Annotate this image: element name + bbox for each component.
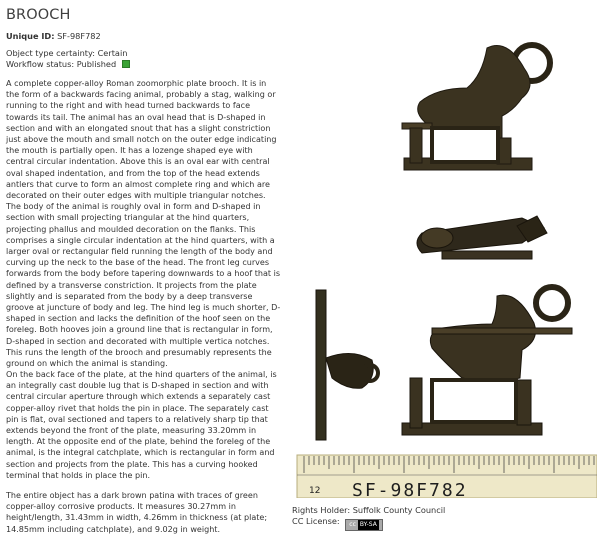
cc-badge-right: BY-SA	[359, 521, 377, 528]
certainty-label: Object type certainty:	[6, 48, 95, 58]
page-title: BROOCH	[6, 7, 71, 23]
rights-holder-value: Suffolk County Council	[352, 505, 446, 515]
cc-badge-left: cc	[349, 521, 356, 528]
scale-number: 12	[309, 486, 321, 496]
description-paragraph-2: On the back face of the plate, at the hind quarters of the animal, is an integrally cast double lug that is D-shaped in section and with central circular aperture through which extends a separately cast copper-alloy rivet that holds the pin in place. The separately cast pin is flat, oval sectioned and tapers to a relatively sharp tip that extends beyond the front of the plate, measuring 33.20mm in length. At the opposite end of the plate, behind the foreleg of the animal, is the integral catchplate, which is rectangular in form and section and projects from the plate. This has a curving hooked terminal that holds in place the pin.	[6, 370, 277, 480]
cc-license-row	[292, 516, 445, 531]
workflow-label: Workflow status:	[6, 59, 75, 69]
cc-license-label: CC License:	[292, 516, 340, 526]
workflow-value: Published	[76, 59, 117, 69]
unique-id-value: SF-98F782	[57, 31, 101, 41]
rights-holder-label: Rights Holder:	[292, 505, 351, 515]
unique-id-label: Unique ID:	[6, 31, 55, 41]
workflow-row	[6, 59, 130, 70]
certainty-row	[6, 48, 127, 59]
certainty-value: Certain	[97, 48, 128, 58]
brooch-photographs[interactable]	[292, 28, 597, 501]
published-flag-icon	[122, 60, 130, 68]
description-paragraph-1: A complete copper-alloy Roman zoomorphic plate brooch. It is in the form of a backwards facing animal, probably a stag, walking or running to the right and with head turned backwards to face towards its tail. The animal has an oval head that is D-shaped in section and with an elongated snout that has a slight constriction just above the mouth and small notch on the outer edge indicating the mouth is partially open. It has a lozenge shaped eye with central circular indentation. Above this is an oval ear with central oval shaped indentation, and from the top of the head extends antlers that curve to form an almost complete ring and which are decorated on their outer edges with multiple triangular notches. The body of the animal is roughly oval in form and D-shaped in section with small projecting triangular at the hind quarters, projecting phallus and moulded decoration on the flanks. This comprises a single circular indentation at the hind quarters, with a larger oval or rectangular field running the length of the body and curving up the neck to the base of the head. The front leg curves forwards from the body before tapering downwards to a hoof that is defined by a transverse constriction. It projects from the plate slightly and is separated from the body by a deep transverse groove at juncture of body and leg. The hind leg is much shorter, D-shaped in section and lacks the definition of the hoof seen on the foreleg. Both hooves join a ground line that is rectangular in form, D-shaped in section and decorated with multiple vertica notches. This runs the length of the brooch and presumably represents the ground on which the animal is standing.	[6, 79, 281, 369]
rights-block	[292, 505, 445, 531]
unique-id-row	[6, 31, 101, 42]
scale-label: SF-98F782	[352, 480, 468, 501]
brooch-image	[292, 28, 597, 498]
cc-license-badge[interactable]	[345, 519, 383, 531]
description-paragraph-3: The entire object has a dark brown patina with traces of green copper-alloy corrosive products. It measures 30.27mm in height/length, 31.43mm in width, 4.26mm in thickness (at plate; 14.85mm including catchplate), and 9.02g in weight.	[6, 491, 268, 534]
rights-holder-row	[292, 505, 445, 516]
